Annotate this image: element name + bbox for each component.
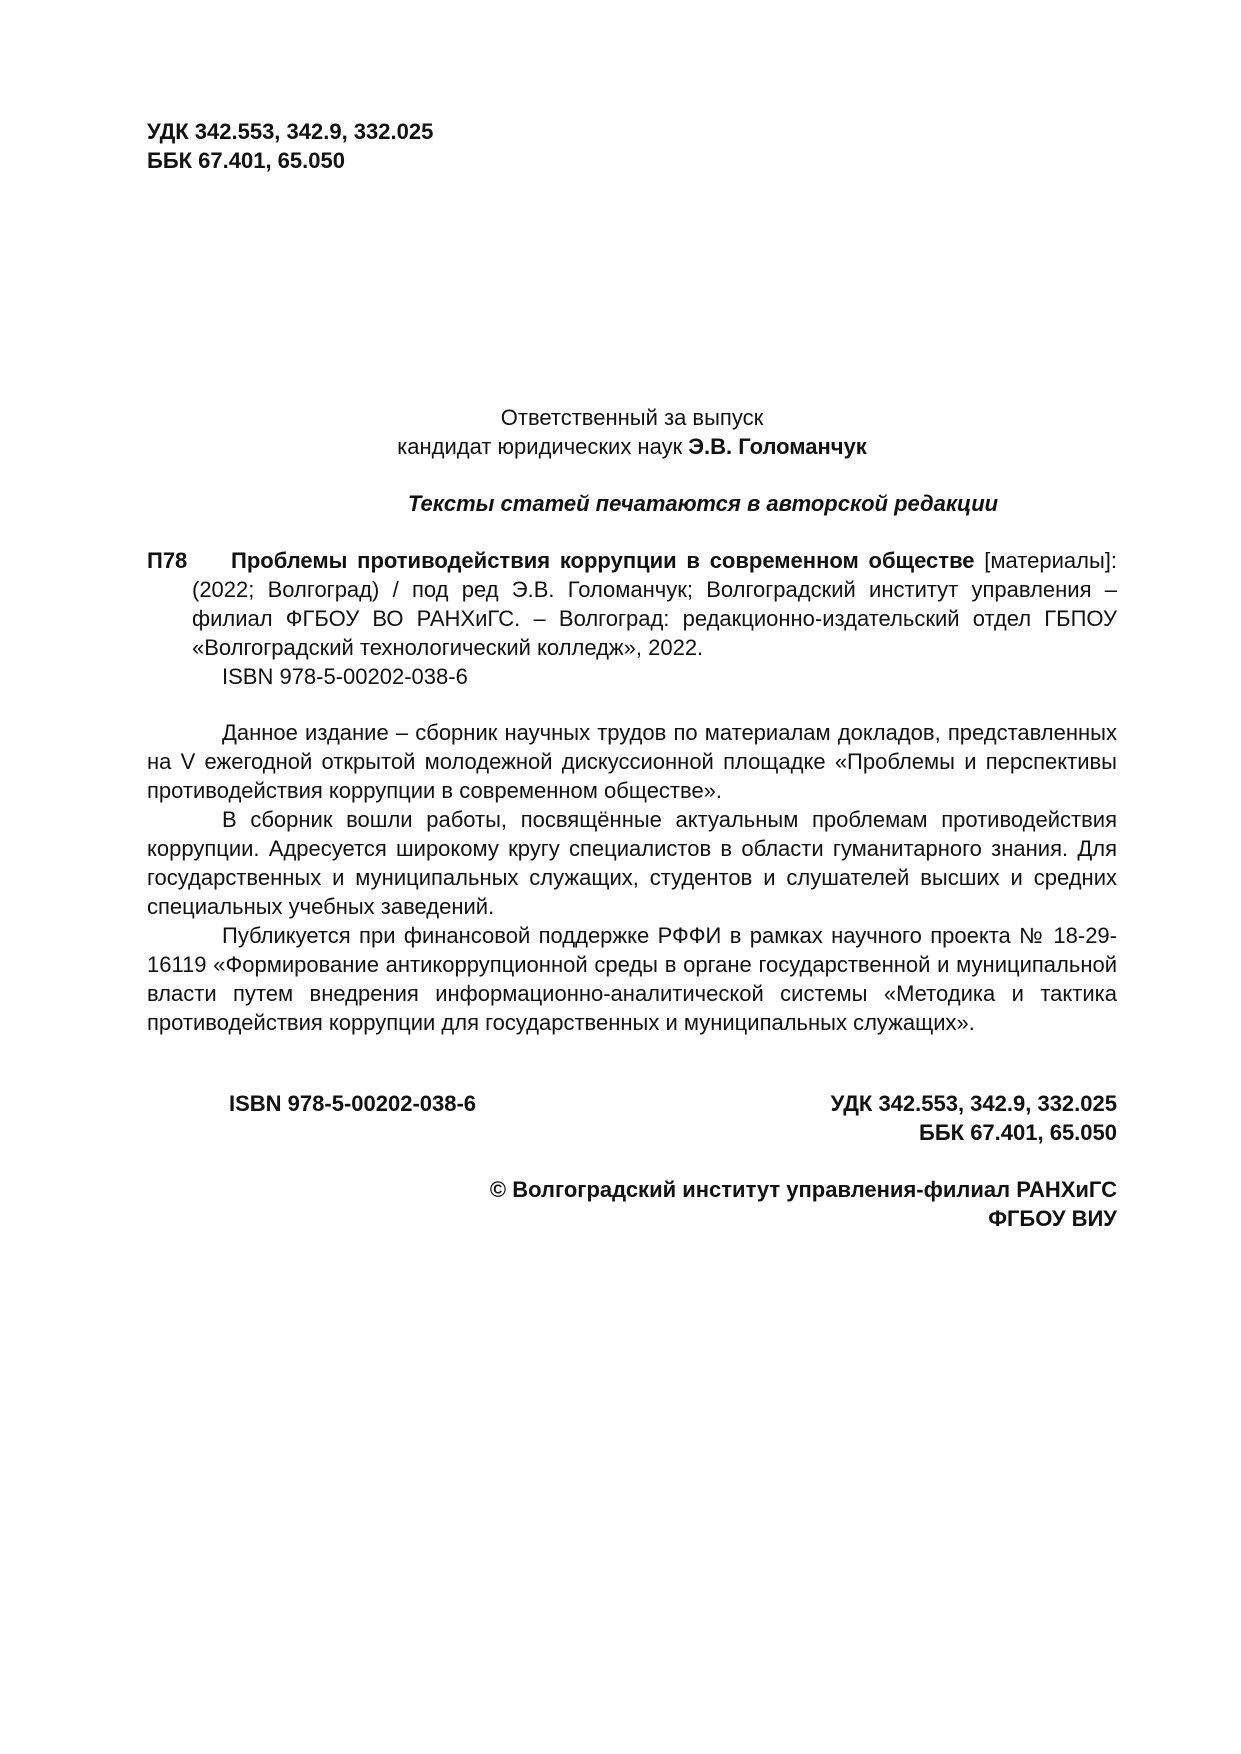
annotation-paragraph: В сборник вошли работы, посвящённые актуальным проблемам противодействия коррупции. Адресуется широкому кругу специалистов в области гуманитарного знания. Для государственных и муниципальных служащих, студентов и слушателей высших и средних специальных учебных заведений.: [147, 807, 1117, 919]
responsible-degree: кандидат юридических наук: [397, 434, 689, 459]
annotation-paragraph: Публикуется при финансовой поддержке РФФИ в рамках научного проекта № 18-29-16119 «Формирование антикоррупционной среды в органе государственной и муниципальной власти путем внедрения информационно-аналитической системы «Методика и тактика противодействия коррупции для государственных и муниципальных служащих».: [147, 923, 1117, 1035]
classification-codes-bottom: [831, 1089, 1117, 1147]
annotation: [147, 718, 1117, 1037]
responsible-name: Э.В. Голоманчук: [688, 434, 867, 459]
responsible-person: [147, 432, 1117, 461]
bibliographic-record: [147, 546, 1117, 691]
annotation-paragraph: Данное издание – сборник научных трудов по материалам докладов, представленных на V ежегодной открытой молодежной дискуссионной площадке «Проблемы и перспективы противодействия коррупции в современном обществе».: [147, 720, 1117, 803]
udk-code: УДК 342.553, 342.9, 332.025: [147, 119, 434, 144]
bibliographic-description: [192, 546, 1117, 662]
responsible-label: Ответственный за выпуск: [500, 405, 764, 430]
footer-isbn: ISBN 978-5-00202-038-6: [229, 1091, 477, 1116]
bbk-code: ББК 67.401, 65.050: [147, 148, 345, 173]
copyright-line-1: © Волгоградский институт управления-филиал РАНХиГС: [489, 1177, 1117, 1202]
footer-bbk: ББК 67.401, 65.050: [919, 1120, 1117, 1145]
book-details: [материалы]: (2022; Волгоград) / под ред Э.В. Голоманчук; Волгоградский институт управления – филиал ФГБОУ ВО РАНХиГС. – Волгоград: редакционно-издательский отдел ГБПОУ «Волгоградский технологический колледж», 2022.: [192, 548, 1117, 660]
author-sign: П78: [147, 548, 188, 573]
classification-codes-top: [147, 117, 433, 175]
copyright-line-2: ФГБОУ ВИУ: [988, 1206, 1117, 1231]
editorial-note: Тексты статей печатаются в авторской редакции: [407, 491, 999, 516]
book-title: Проблемы противодействия коррупции в современном обществе: [231, 548, 975, 573]
copyright-notice: [490, 1175, 1117, 1233]
book-isbn: ISBN 978-5-00202-038-6: [222, 664, 468, 689]
footer-udk: УДК 342.553, 342.9, 332.025: [830, 1091, 1117, 1116]
responsible-editor: [147, 403, 1117, 461]
